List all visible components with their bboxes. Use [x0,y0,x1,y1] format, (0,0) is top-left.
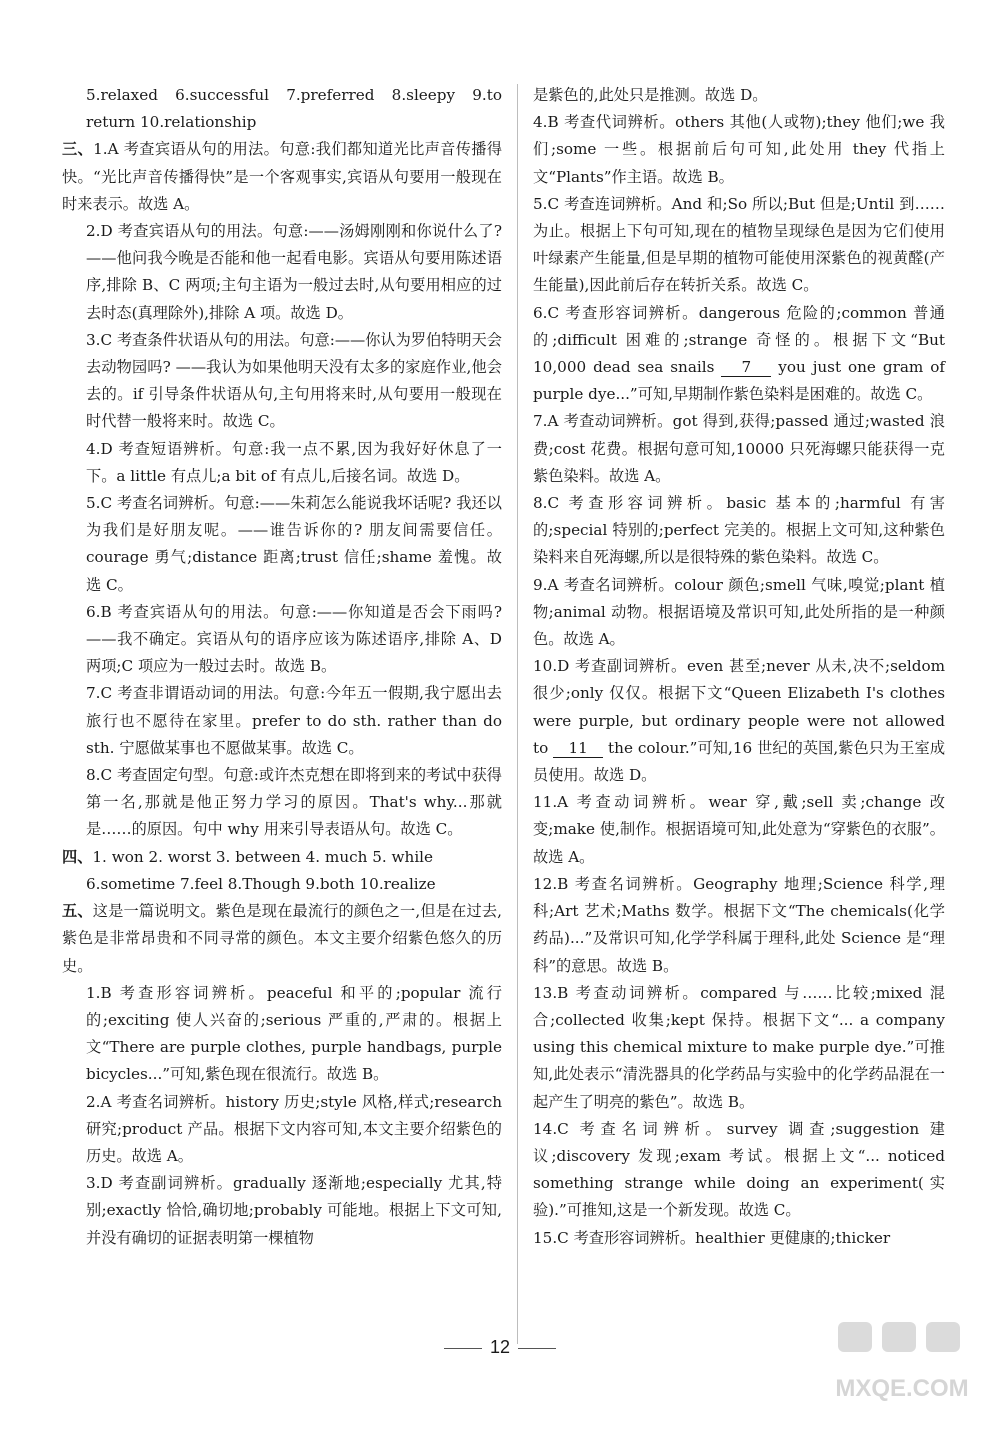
section-5-q3: 3.D 考查副词辨析。gradually 逐渐地;especially 尤其,特别;exactly 恰恰,确切地;probably 可能地。根据上下文可知,并没有确切的证据表明第一棵植物 [86,1174,502,1247]
section-5-q4: 4.B 考查代词辨析。others 其他(人或物);they 他们;we 我们;some 一些。根据前后句可知,此处用 they 代指上文“Plants”作主语。故选 B。 [533,113,945,186]
watermark-logo [820,1318,985,1413]
section-3-q4: 4.D 考查短语辨析。句意:我一点不累,因为我好好休息了一下。a little 有点儿;a bit of 有点儿,后接名词。故选 D。 [86,439,502,485]
section-5-q5: 5.C 考查连词辨析。And 和;So 所以;But 但是;Until 到……为止。根据上下句可知,现在的植物呈现绿色是因为它们使用叶绿素产生能量,但是早期的植物可能使用深紫色的视黄醛(产生能量),因此前后存在转折关系。故选 C。 [533,194,945,295]
watermark-text: MXQE.COM [835,1375,969,1402]
page-number: 12 [489,1337,511,1357]
section-3-q3: 3.C 考查条件状语从句的用法。句意:——你认为罗伯特明天会去动物园吗? ——我认为如果他明天没有太多的家庭作业,他会去的。if 引导条件状语从句,主句用将来时,从句要用一般现在时代替一般将来时。故选 C。 [86,330,502,431]
section-5-q14: 14.C 考查名词辨析。survey 调查;suggestion 建议;discovery 发现;exam 考试。根据上文“... noticed something strange while doing an experiment(实验).”可推知,这是一个新发现。故选 C。 [533,1119,945,1220]
section-3-q8: 8.C 考查固定句型。句意:或许杰克想在即将到来的考试中获得第一名,那就是他正努力学习的原因。That's why...那就是……的原因。句中 why 用来引导表语从句。故选 C。 [86,766,502,839]
section-3-q2: 2.D 考查宾语从句的用法。句意:——汤姆刚刚和你说什么了? ——他问我今晚是否能和他一起看电影。宾语从句要用陈述语序,排除 B、C 两项;主句主语为一般过去时,从句要用相应的过去时态(真理除外),排除 A 项。故选 D。 [86,222,502,322]
section-3-q1-text: 1.A 考查宾语从句的用法。句意:我们都知道光比声音传播得快。“光比声音传播得快”是一个客观事实,宾语从句要用一般现在时来表示。故选 A。 [62,140,503,213]
section-3-q7: 7.C 考查非谓语动词的用法。句意:今年五一假期,我宁愿出去旅行也不愿待在家里。prefer to do sth. rather than do sth. 宁愿做某事也不愿做某事。故选 C。 [86,684,502,757]
section-4-line2: 6.sometime 7.feel 8.Though 9.both 10.realize [86,874,436,893]
section-5-q15: 15.C 考查形容词辨析。healthier 更健康的;thicker [533,1228,891,1247]
answer-line-part2: 5.relaxed 6.successful 7.preferred 8.sleepy 9.to return 10.relationship [86,86,502,132]
section-5-q6-text-a: 6.C 考查形容词辨析。dangerous 危险的;common 普通的;difficult 困难的;strange 奇怪的。根据下文“But 10,000 dead sea snails [533,303,945,377]
section-5-q6 [533,300,945,409]
section-5-q8: 8.C 考查形容词辨析。basic 基本的;harmful 有害的;special 特别的;perfect 完美的。根据上文可知,这种紫色染料来自死海螺,所以是很特殊的紫色染料。故选 C。 [533,494,945,567]
footer-dash-left [444,1348,482,1349]
section-5-marker: 五、 [62,902,93,921]
section-3-marker: 三、 [62,140,94,159]
section-3-q1 [62,136,502,218]
section-5-q2: 2.A 考查名词辨析。history 历史;style 风格,样式;research 研究;product 产品。根据下文内容可知,本文主要介绍紫色的历史。故选 A。 [86,1092,502,1165]
section-5-q9: 9.A 考查名词辨析。colour 颜色;smell 气味,嗅觉;plant 植物;animal 动物。根据语境及常识可知,此处所指的是一种颜色。故选 A。 [533,575,945,649]
blank-11: 11 [553,739,603,758]
section-5-q12: 12.B 考查名词辨析。Geography 地理;Science 科学,理科;Art 艺术;Maths 数学。根据下文“The chemicals(化学药品)...”及常识可知,化学学科属于理科,此处 Science 是“理科”的意思。故选 B。 [533,874,945,975]
section-5-intro-text: 这是一篇说明文。紫色是现在最流行的颜色之一,但是在过去,紫色是非常昂贵和不同寻常的颜色。本文主要介绍紫色悠久的历史。 [62,902,503,975]
section-5-intro [62,898,502,980]
footer-dash-right [518,1348,556,1349]
column-divider [517,84,518,1344]
section-5-q10 [533,653,945,789]
left-column [62,82,502,1252]
section-5-q3-continued: 是紫色的,此处只是推测。故选 D。 [533,86,768,104]
section-5-q11: 11.A 考查动词辨析。wear 穿,戴;sell 卖;change 改变;make 使,制作。根据语境可知,此处意为“穿紫色的衣服”。故选 A。 [533,793,945,866]
section-4-line1 [62,844,502,871]
blank-7: 7 [721,358,771,377]
section-5-q7: 7.A 考查动词辨析。got 得到,获得;passed 通过;wasted 浪费;cost 花费。根据句意可知,10000 只死海螺只能获得一克紫色染料。故选 A。 [533,412,945,485]
section-5-q1: 1.B 考查形容词辨析。peaceful 和平的;popular 流行的;exciting 使人兴奋的;serious 严重的,严肃的。根据上文“There are purple clothes, purple handbags, purple bicycles...”可知,紫色现在很流行。故选 B。 [86,983,502,1084]
section-5-q10-text-b: the colour.”可知,16 世纪的英国,紫色只为王室成员使用。故选 D。 [533,738,946,785]
section-4-answers-1: 1. won 2. worst 3. between 4. much 5. while [92,847,434,866]
section-4-marker: 四、 [62,847,93,866]
right-column [533,82,945,1252]
section-5-q10-text-a: 10.D 考查副词辨析。even 甚至;never 从未,决不;seldom 很少;only 仅仅。根据下文“Queen Elizabeth I's clothes were purple, but ordinary people were not allowed to [533,657,945,757]
section-3-q6: 6.B 考查宾语从句的用法。句意:——你知道是否会下雨吗? ——我不确定。宾语从句的语序应该为陈述语序,排除 A、D 两项;C 项应为一般过去时。故选 B。 [86,602,502,676]
section-5-q6-text-b: you just one gram of purple dye...”可知,早期制作紫色染料是困难的。故选 C。 [533,358,945,404]
section-3-q5: 5.C 考查名词辨析。句意:——朱莉怎么能说我坏话呢? 我还以为我们是好朋友呢。——谁告诉你的? 朋友间需要信任。courage 勇气;distance 距离;trust 信任;shame 羞愧。故选 C。 [86,494,502,594]
section-5-q13: 13.B 考查动词辨析。compared 与……比较;mixed 混合;collected 收集;kept 保持。根据下文“... a company using this chemical mixture to make purple dye.”可推知,此处表示“清洗器具的化学药品与实验中的化学药品混在一起产生了明亮的紫色”。故选 B。 [533,983,945,1111]
